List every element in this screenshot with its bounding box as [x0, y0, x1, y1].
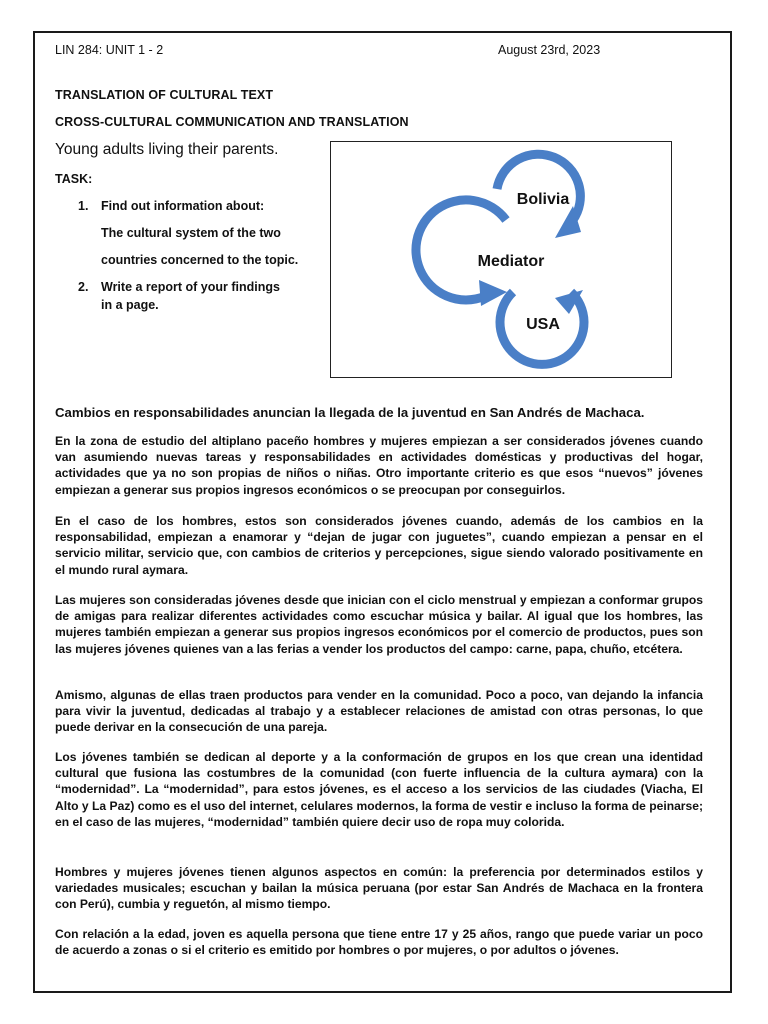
mediator-diagram-svg	[331, 142, 671, 377]
article-title: Cambios en responsabilidades anuncian la llegada de la juventud en San Andrés de Machaca.	[55, 405, 645, 420]
task-item-line: in a page.	[101, 298, 159, 312]
course-code: LIN 284: UNIT 1 - 2	[55, 43, 164, 57]
article-paragraph: Con relación a la edad, joven es aquella persona que tiene entre 17 y 25 años, rango que puede variar un poco de acuerdo a zonas o si el criterio es emitido por hombres o por mujeres, o por adultos o jóvenes.	[55, 927, 703, 958]
task-item-number: 2.	[78, 280, 89, 294]
document-date: August 23rd, 2023	[498, 43, 601, 57]
heading-cross-cultural: CROSS-CULTURAL COMMUNICATION AND TRANSLATION	[55, 115, 409, 129]
mediator-diagram	[330, 141, 672, 378]
task-item-number: 1.	[78, 199, 89, 213]
task-item-line: countries concerned to the topic.	[101, 253, 299, 267]
task-item-line: The cultural system of the two	[101, 226, 281, 240]
usa-label: USA	[526, 316, 560, 333]
article-paragraph: En el caso de los hombres, estos son considerados jóvenes cuando, además de los cambios en la responsabilidad, empiezan a enamorar y “dejan de jugar con juguetes”, cuando empiezan a pensar en el servicio militar, servicio que, con cambios de criterios y percepciones, sigue siendo valorado positivamente en el mundo rural aymara.	[55, 514, 703, 577]
bolivia-label: Bolivia	[516, 191, 570, 208]
bolivia-arc	[497, 154, 580, 220]
article-paragraph: Amismo, algunas de ellas traen productos para vender en la comunidad. Poco a poco, van dejando la infancia para vivir la juventud, dedicadas al trabajo y a establecer relaciones de amistad con otras personas, lo que puede derivar en la consecución de una pareja.	[55, 688, 703, 735]
article-paragraph: Hombres y mujeres jóvenes tienen algunos aspectos en común: la preferencia por determinados estilos y variedades musicales; escuchan y bailan la música peruana (por estar San Andrés de Machaca en la frontera con Perú), cumbia y reguetón, al mismo tiempo.	[55, 865, 703, 912]
topic-title: Young adults living their parents.	[55, 141, 279, 158]
task-label: TASK:	[55, 172, 93, 186]
article-paragraph: Los jóvenes también se dedican al deporte y a la conformación de grupos en los que crean una identidad cultural que fusiona las costumbres de la comunidad (con fuerte influencia de la cultura aymara) con la “modernidad”. La “modernidad”, para estos jóvenes, es el acceso a los servicios de las ciudades (Viacha, El Alto y La Paz) como es el uso del internet, celulares modernos, la forma de vestir e incluso la forma de peinarse; en el caso de las mujeres, “modernidad” también quiere decir uso de ropa muy colorida.	[55, 750, 703, 829]
article-paragraph: Las mujeres son consideradas jóvenes desde que inician con el ciclo menstrual y empiezan a conformar grupos de amigas para realizar diferentes actividades como escuchar música y bailar. Al igual que los hombres, las mujeres también empiezan a generar sus propios ingresos económicos por el comercio de productos, pues son las mujeres jóvenes quienes van a las ferias a vender los productos del campo: carne, papa, chuño, etcétera.	[55, 593, 703, 656]
mediator-arc	[416, 200, 506, 300]
mediator-label: Mediator	[477, 253, 545, 270]
heading-translation: TRANSLATION OF CULTURAL TEXT	[55, 88, 274, 102]
task-item-line: Find out information about:	[101, 199, 265, 213]
article-paragraph: En la zona de estudio del altiplano paceño hombres y mujeres empiezan a ser considerados jóvenes cuando van asumiendo nuevas tareas y responsabilidades en actividades domésticas y productivas del hogar, actividades que ya no son propias de niños o niñas. Otro importante criterio es que esos “nuevos” jóvenes empiezan a generar sus propios ingresos económicos o se preocupan por conseguirlos.	[55, 434, 703, 497]
task-item-line: Write a report of your findings	[101, 280, 280, 294]
